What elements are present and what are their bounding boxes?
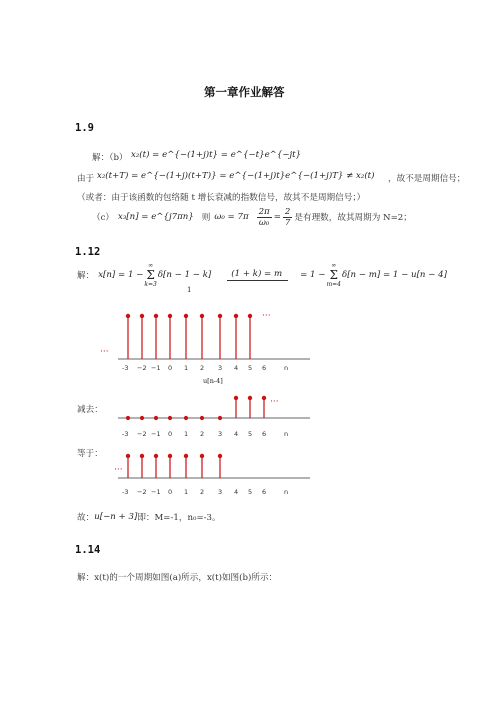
summation-symbol: ∞ Σ k=3 [144, 262, 157, 288]
tick-label: 6 [262, 488, 267, 496]
fraction-2pi-over-omega [257, 207, 272, 228]
equation-b: x₂(t) = e^{−(1+j)t} = e^{−t}e^{−jt} [131, 150, 302, 160]
stem-n4 [234, 396, 238, 418]
tick-label: 5 [248, 430, 253, 438]
stem-n-2 [140, 454, 144, 478]
tick-label: 4 [234, 364, 239, 372]
equation-rhs: δ[n − m] = 1 − u[n − 4] [342, 270, 447, 280]
tick-label: 0 [168, 364, 173, 372]
tick-label: 2 [200, 364, 205, 372]
result-prefix: 故： [77, 513, 95, 523]
tick-labels [122, 364, 288, 372]
plot1-label: 1 [187, 286, 192, 294]
right-ellipsis: ··· [262, 311, 271, 321]
stem-n1 [184, 454, 188, 478]
stem-n2 [200, 314, 204, 359]
equation-rhs-pre: = 1 − [300, 270, 326, 280]
stem-group [126, 454, 222, 478]
tick-label: 3 [218, 430, 223, 438]
result-equation: u[−n + 3] [94, 512, 138, 522]
tick-label: 5 [248, 488, 253, 496]
stem-n4 [234, 314, 238, 359]
equals-label: 等于： [77, 449, 103, 459]
left-ellipsis: ··· [114, 465, 123, 475]
sum-lower-limit: k=3 [144, 281, 157, 288]
section-1-14-text: 解：x(t)的一个周期如图(a)所示，x(t)如图(b)所示： [77, 573, 278, 583]
tick-label: 1 [184, 488, 189, 496]
tick-label: −2 [137, 364, 147, 372]
fraction-2-over-7 [283, 207, 292, 228]
tick-label: -3 [122, 488, 129, 496]
result-line [77, 511, 221, 523]
tick-label: n [284, 364, 289, 372]
stem-n3 [218, 314, 222, 359]
tick-label: n [284, 488, 289, 496]
stem-group [126, 314, 252, 359]
stem-n3 [218, 454, 222, 478]
tick-label: 3 [218, 364, 223, 372]
stem-n5 [248, 396, 252, 418]
section-1-12-heading: 1.12 [75, 246, 101, 258]
tick-label: −1 [151, 430, 161, 438]
solution-b-label: 解：（b） [92, 153, 128, 163]
sum-upper-limit: ∞ [331, 262, 337, 269]
sum-lower-limit: m=4 [326, 281, 342, 288]
tick-label: 0 [168, 488, 173, 496]
left-ellipsis: ··· [100, 347, 109, 357]
equation-c2: ω₀ = 7π [214, 212, 249, 222]
fraction-denominator: 7 [284, 217, 291, 228]
tick-label: −1 [151, 364, 161, 372]
sum-upper-limit: ∞ [148, 262, 154, 269]
tick-label: n [284, 430, 289, 438]
tick-label: 1 [184, 430, 189, 438]
plot-unit-step-shifted [90, 380, 320, 445]
conclusion-text: 是有理数，故其周期为 N=2； [294, 213, 412, 223]
plot-result [90, 448, 320, 498]
fraction-numerator: 2π [258, 206, 270, 217]
stem-n6 [262, 396, 266, 418]
stem-n2 [200, 454, 204, 478]
tick-label: 2 [200, 488, 205, 496]
stem-n5 [248, 314, 252, 359]
tick-label: 3 [218, 488, 223, 496]
plot2-label: u[n-4] [203, 377, 223, 385]
tick-label: -3 [122, 430, 129, 438]
fraction-numerator: 2 [284, 206, 291, 217]
periodicity-equation: x₂(t+T) = e^{−(1+j)(t+T)} = e^{−(1+j)t}e^{−(1+j)T} ≠ x₂(t) [97, 171, 375, 181]
tick-labels [122, 488, 288, 496]
section-1-9-heading: 1.9 [75, 122, 94, 134]
periodicity-text-pre: 由于 [77, 174, 95, 184]
tick-label: 6 [262, 364, 267, 372]
stem-n0 [168, 314, 172, 359]
stem-n-1 [154, 314, 158, 359]
substitution-arrow: (1 + k) = m [227, 269, 288, 281]
solution-label: 解： [77, 271, 95, 281]
alternative-note: （或者：由于该函数的包络随 t 增长衰减的指数信号，故其不是周期信号；） [77, 193, 366, 203]
tick-label: 5 [248, 364, 253, 372]
solution-c-label: （c） [92, 213, 115, 223]
page-title: 第一章作业解答 [204, 85, 285, 99]
plot-constant-one [90, 302, 320, 372]
equation-lhs: x[n] = 1 − [98, 270, 144, 280]
tick-label: −1 [151, 488, 161, 496]
periodicity-text-post: ，故不是周期信号； [388, 174, 466, 184]
tick-label: 1 [184, 364, 189, 372]
tick-label: −2 [137, 430, 147, 438]
stem-n-3 [126, 454, 130, 478]
equation-1-12-line [77, 262, 447, 288]
stem-group [234, 396, 266, 418]
tick-label: 2 [200, 430, 205, 438]
tick-label: 4 [234, 430, 239, 438]
tick-labels [122, 430, 288, 438]
stem-n1 [184, 314, 188, 359]
minus-label: 减去： [77, 405, 103, 415]
summation-symbol: ∞ Σ m=4 [326, 262, 342, 288]
tick-label: 0 [168, 430, 173, 438]
result-suffix: 即：M=-1，n₀=-3。 [137, 513, 221, 523]
tick-label: 6 [262, 430, 267, 438]
right-ellipsis: ··· [270, 397, 279, 407]
stem-n0 [168, 454, 172, 478]
equation-mid: δ[n − 1 − k] [157, 270, 212, 280]
stem-n-3 [126, 314, 130, 359]
solution-c-line: （c） x₃[n] = e^{j7πn} 则 ω₀ = 7π $\frac{2\pi}{\text{ω₀}}$ = $\frac{2}{7}$ 是有理数，故其周期为 N=2； [92, 206, 412, 228]
tick-label: -3 [122, 364, 129, 372]
tick-label: 4 [234, 488, 239, 496]
then-word: 则 [201, 213, 211, 223]
tick-label: −2 [137, 488, 147, 496]
stem-n-1 [154, 454, 158, 478]
equation-c1: x₃[n] = e^{j7πn} [118, 212, 194, 222]
fraction-denominator: ω₀ [258, 217, 270, 228]
section-1-14-heading: 1.14 [75, 544, 101, 556]
stem-n-2 [140, 314, 144, 359]
